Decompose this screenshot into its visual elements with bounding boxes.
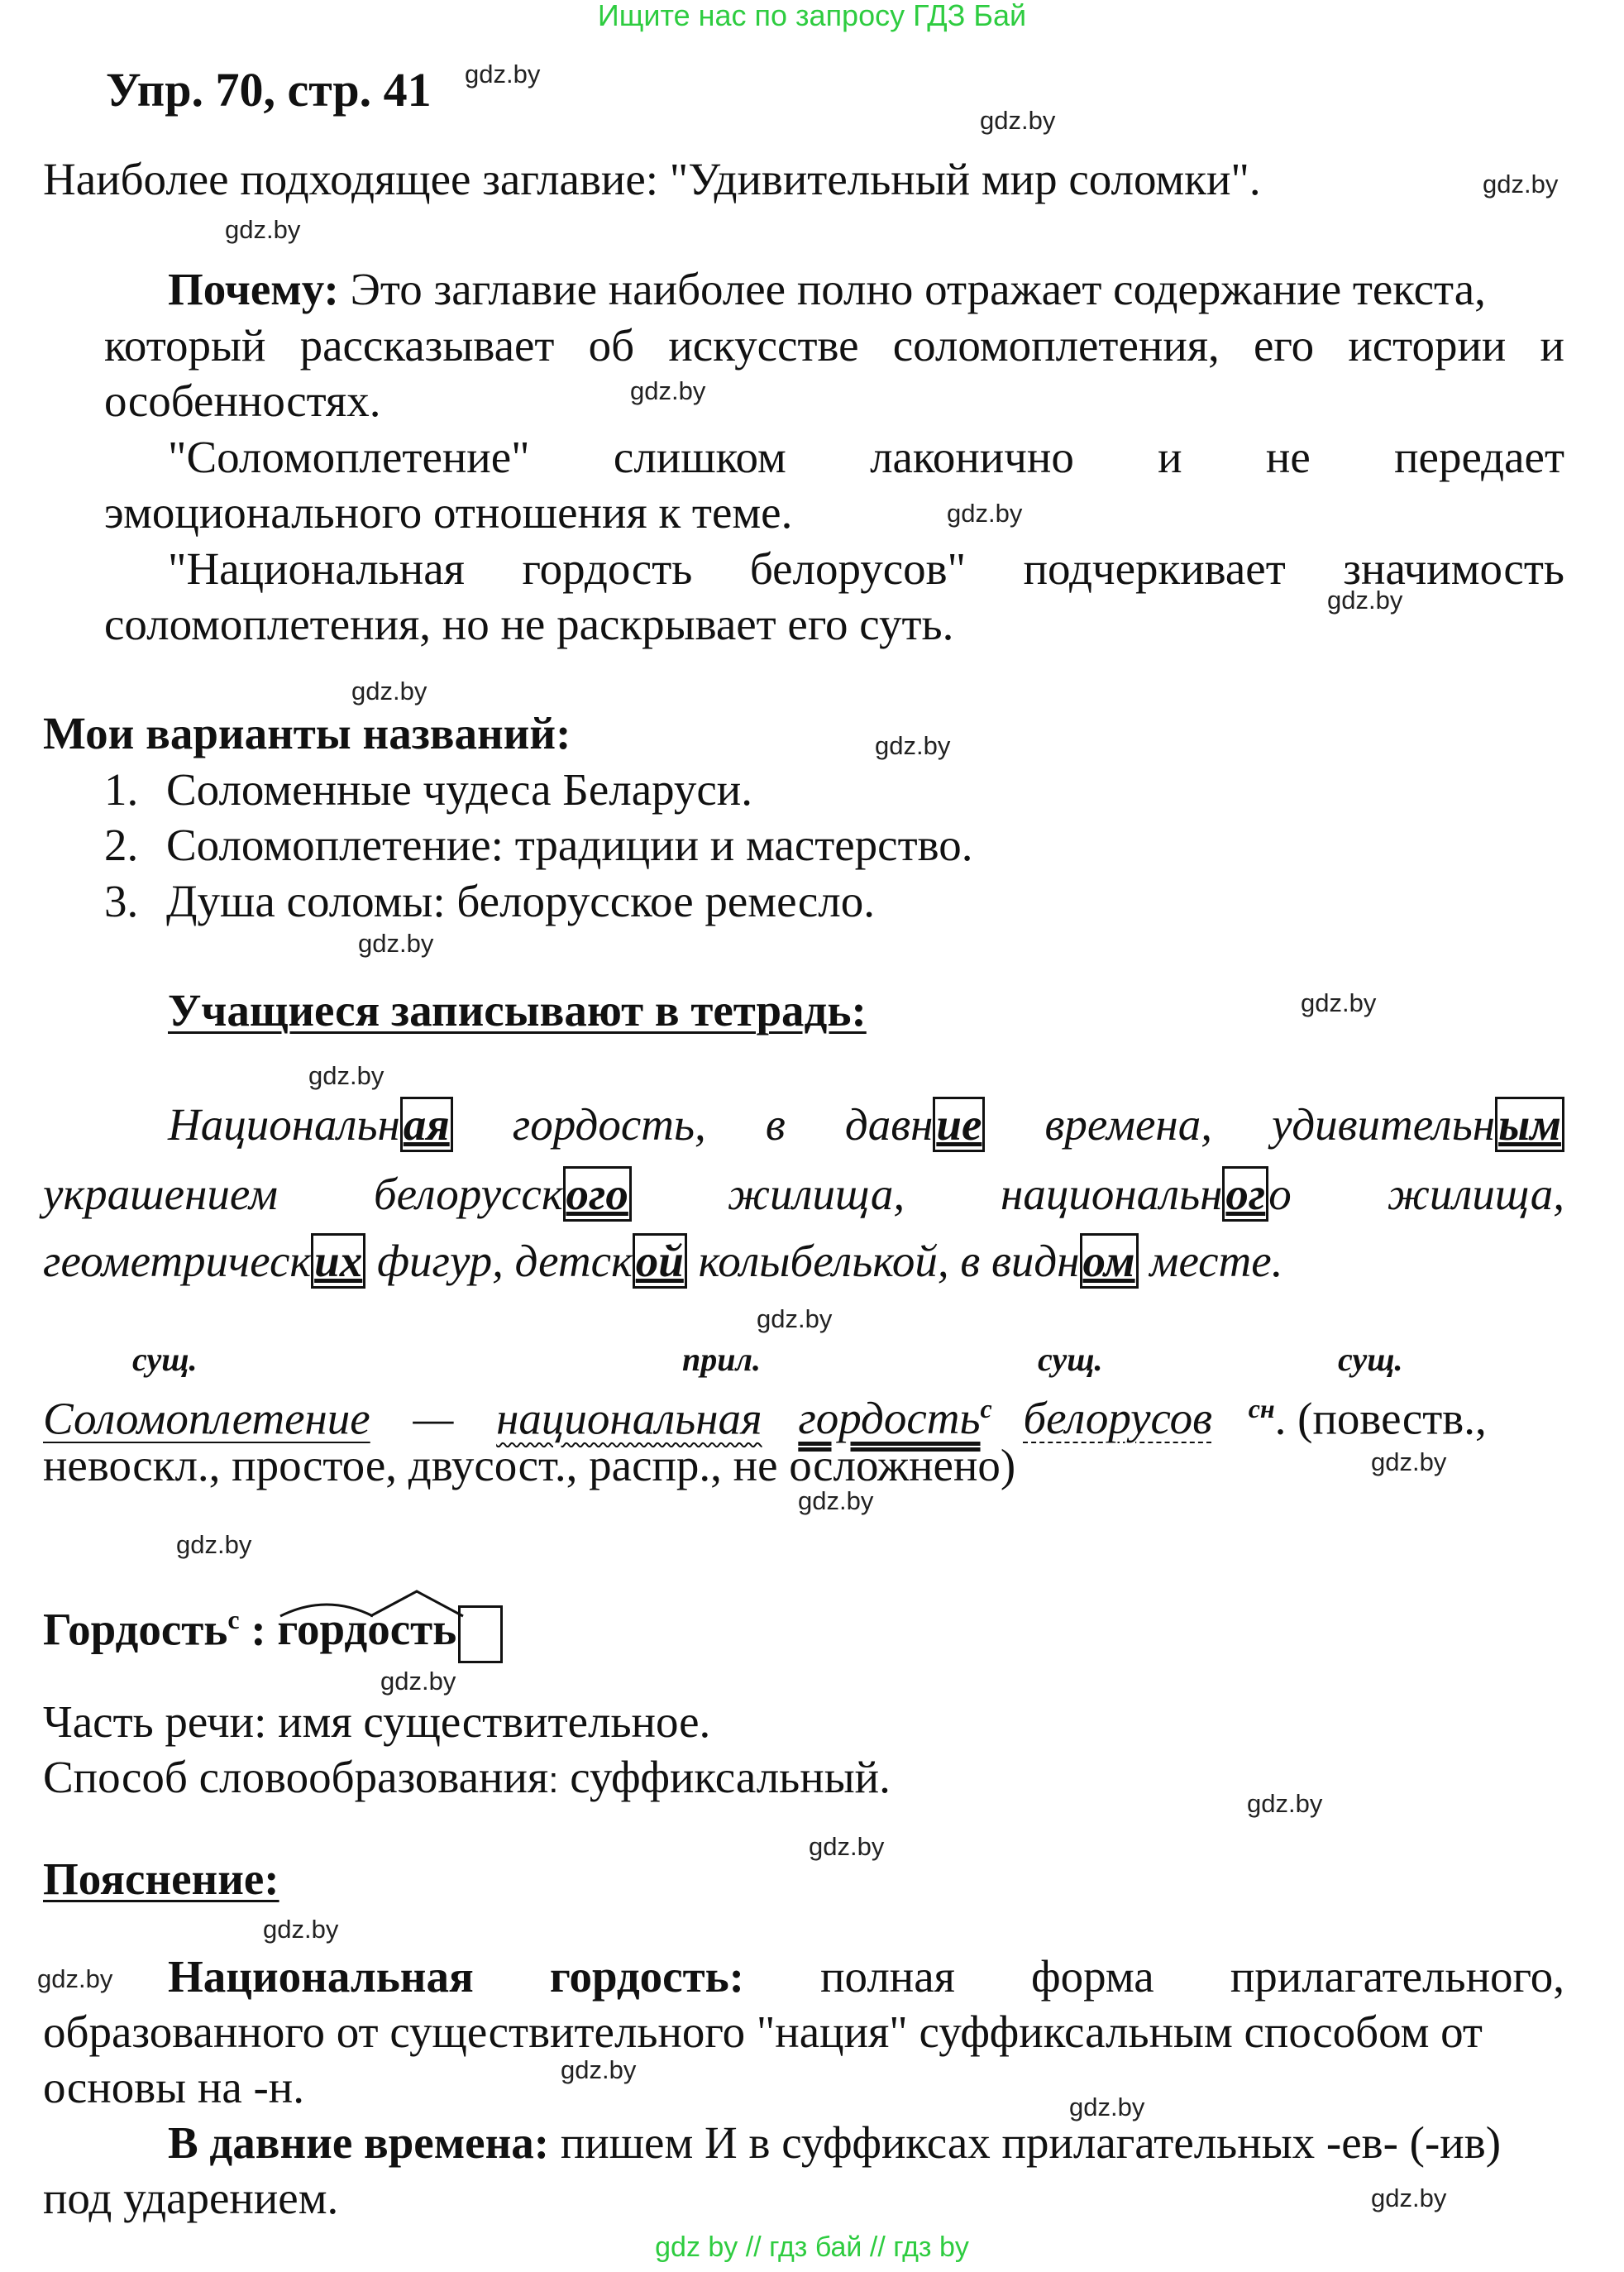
word-stem: жилища,	[727, 1169, 905, 1219]
word: белорусов"	[749, 543, 967, 594]
watermark: gdz.by	[809, 1832, 885, 1861]
parse-line-2: невоскл., простое, двусост., распр., не осложнено)	[43, 1440, 1016, 1490]
italic-word	[515, 1233, 991, 1289]
word: "Соломоплетение"	[168, 432, 530, 482]
word-stem: Национальн	[168, 1099, 400, 1150]
pos-label: сущ.	[132, 1341, 198, 1378]
watermark: gdz.by	[465, 60, 541, 88]
method-label: Способ словообразования	[43, 1752, 549, 1802]
word-stem: национальн	[1001, 1169, 1223, 1219]
subject: Соломоплетение	[43, 1393, 370, 1444]
why-text: Это заглавие наиболее полно отражает содержание текста,	[350, 264, 1486, 314]
watermark: gdz.by	[37, 1964, 113, 1993]
word: соломоплетения,	[892, 320, 1220, 371]
watermark: gdz.by	[1069, 2093, 1145, 2121]
italic-line-2	[43, 1166, 1564, 1222]
watermark: gdz.by	[1371, 2184, 1447, 2212]
watermark: gdz.by	[380, 1667, 456, 1696]
word: передает	[1394, 432, 1564, 482]
dash: —	[413, 1393, 454, 1444]
p1-label-word: гордость:	[549, 1951, 744, 2002]
word: истории	[1348, 320, 1507, 371]
word: лаконично	[870, 432, 1074, 482]
method-line	[43, 1749, 891, 1808]
watermark: gdz.by	[757, 1304, 833, 1333]
p2-label: В давние времена:	[168, 2117, 550, 2168]
italic-word	[1044, 1097, 1211, 1152]
why-line-1	[168, 261, 1486, 317]
watermark: gdz.by	[1327, 586, 1403, 615]
suffix-text: ость	[367, 1604, 457, 1655]
variant-text: Соломенные чудеса Беларуси.	[166, 764, 752, 815]
explanation-p2-line-2: под ударением.	[43, 2173, 339, 2223]
why-line-3: особенностях.	[104, 375, 381, 426]
method-colon: :	[548, 1760, 559, 1801]
why-label: Почему:	[168, 264, 339, 314]
explanation-p1-line-2: образованного от существительного "нация" суффиксальным способом от	[43, 2007, 1483, 2057]
root-text: горд	[277, 1604, 368, 1655]
parse-line-1	[43, 1381, 1564, 1446]
explanation-p1-line-3: основы на -н.	[43, 2062, 304, 2112]
watermark: gdz.by	[263, 1915, 339, 1944]
suffix-caret-icon	[367, 1588, 466, 1618]
variant-num: 2.	[104, 820, 139, 870]
word-tail: фигур,	[365, 1236, 515, 1286]
word-stem: детск	[514, 1236, 633, 1286]
ending-box: ая	[400, 1097, 453, 1152]
watermark: gdz.by	[308, 1061, 385, 1090]
word: полная	[820, 1951, 955, 2002]
watermark: gdz.by	[630, 376, 706, 405]
variant-item-2	[104, 817, 972, 873]
noun-sup: с	[980, 1394, 992, 1423]
object: белорусов	[1023, 1393, 1212, 1444]
variant-item-1	[104, 762, 752, 817]
italic-word	[43, 1166, 278, 1222]
word: форма	[1031, 1951, 1154, 2002]
watermark: gdz.by	[980, 106, 1056, 135]
word: слишком	[613, 432, 786, 482]
italic-word	[374, 1166, 632, 1222]
exercise-title: Упр. 70, стр. 41	[106, 63, 432, 117]
word: не	[1265, 432, 1311, 482]
ending-box: ой	[633, 1233, 687, 1289]
explanation-heading: Пояснение:	[43, 1853, 279, 1904]
italic-word	[991, 1233, 1282, 1289]
word: об	[588, 320, 635, 371]
ending-box: ие	[933, 1097, 985, 1152]
p2-text: пишем И в суффиксах прилагательных -ев- (-ив)	[549, 2117, 1502, 2168]
pos-label: сущ.	[1338, 1341, 1403, 1378]
watermark: gdz.by	[875, 731, 951, 760]
watermark: gdz.by	[1247, 1789, 1323, 1818]
footer-links[interactable]: gdz by // гдз бай // гдз by	[655, 2231, 969, 2263]
best-title-line: Наиболее подходящее заглавие: "Удивительный мир соломки".	[43, 154, 1261, 204]
word: и	[1158, 432, 1182, 482]
variant-text: Душа соломы: белорусское ремесло.	[166, 876, 875, 926]
word-stem: в	[765, 1099, 786, 1150]
word-stem: украшением	[43, 1169, 278, 1219]
analysis-sup: с	[227, 1605, 240, 1634]
noun-predicate: гордость	[798, 1393, 981, 1444]
root-morpheme	[277, 1601, 367, 1657]
object-sup: сн	[1248, 1394, 1275, 1423]
watermark: gdz.by	[1301, 988, 1377, 1017]
word-stem: геометрическ	[43, 1236, 312, 1286]
reason3-line-2: соломоплетения, но не раскрывает его суть.	[104, 599, 954, 649]
word-analysis	[43, 1592, 503, 1663]
italic-word	[168, 1097, 453, 1152]
word: подчеркивает	[1023, 543, 1286, 594]
watermark: gdz.by	[1371, 1447, 1447, 1476]
word: его	[1254, 320, 1315, 371]
variant-num: 3.	[104, 876, 139, 926]
variant-item-3	[104, 873, 875, 929]
italic-word	[1388, 1166, 1564, 1222]
top-banner[interactable]: Ищите нас по запросу ГДЗ Бай	[597, 0, 1027, 32]
why-line-2	[104, 318, 1564, 373]
italic-line-1	[168, 1097, 1564, 1152]
word-tail: колыбелькой, в	[686, 1236, 992, 1286]
ending-box: ым	[1495, 1097, 1564, 1152]
watermark: gdz.by	[351, 677, 427, 706]
ending-box: ог	[1222, 1166, 1268, 1222]
watermark: gdz.by	[176, 1530, 252, 1559]
word: прилагательного,	[1230, 1951, 1564, 2002]
pos-line: Часть речи: имя существительное.	[43, 1696, 711, 1747]
word-stem: времена,	[1044, 1099, 1212, 1150]
word-tail: месте.	[1138, 1236, 1283, 1286]
watermark: gdz.by	[947, 499, 1023, 528]
word: значимость	[1343, 543, 1564, 594]
root-arc-icon	[277, 1598, 376, 1618]
ending-box: их	[311, 1233, 365, 1289]
analysis-colon: :	[251, 1604, 266, 1655]
word: рассказывает	[299, 320, 555, 371]
ending-box: ом	[1080, 1233, 1139, 1289]
pos-label: сущ.	[1038, 1341, 1103, 1378]
italic-word	[845, 1097, 985, 1152]
reason2-line-1	[168, 429, 1564, 485]
italic-word	[513, 1097, 706, 1152]
variant-text: Соломоплетение: традиции и мастерство.	[166, 820, 973, 870]
word-stem: давн	[844, 1099, 934, 1150]
word: "Национальная	[168, 543, 465, 594]
explanation-p2-line-1	[168, 2115, 1501, 2170]
word-stem: видн	[991, 1236, 1080, 1286]
watermark: gdz.by	[225, 215, 301, 244]
pos-label: прил.	[682, 1341, 762, 1378]
italic-word	[766, 1097, 786, 1152]
reason2-line-2: эмоционального отношения к теме.	[104, 487, 793, 538]
word: искусстве	[668, 320, 859, 371]
italic-word	[1001, 1166, 1292, 1222]
word: гордость	[522, 543, 693, 594]
method-value: суффиксальный.	[558, 1752, 891, 1802]
word: который	[104, 320, 266, 371]
word: и	[1540, 320, 1564, 371]
ending-box: ого	[563, 1166, 632, 1222]
word-stem: жилища,	[1387, 1169, 1564, 1219]
word-stem: белорусск	[373, 1169, 563, 1219]
word-stem: удивительн	[1272, 1099, 1496, 1150]
analysis-word: Гордость	[43, 1604, 228, 1655]
italic-line-3	[43, 1233, 1282, 1289]
italic-word	[728, 1166, 905, 1222]
explanation-p1-line-1	[168, 1949, 1564, 2004]
variant-num: 1.	[104, 764, 139, 815]
italic-word	[43, 1233, 515, 1289]
suffix-morpheme	[367, 1601, 456, 1657]
word-stem: гордость,	[512, 1099, 706, 1150]
p1-label-word: Национальная	[168, 1951, 474, 2002]
italic-word	[1272, 1097, 1564, 1152]
parse-tail: . (повеств.,	[1274, 1393, 1487, 1444]
watermark: gdz.by	[798, 1486, 874, 1515]
watermark: gdz.by	[561, 2055, 637, 2084]
watermark: gdz.by	[1483, 170, 1559, 199]
watermark: gdz.by	[358, 929, 434, 958]
word-tail: о	[1268, 1169, 1292, 1219]
variants-heading: Мои варианты названий:	[43, 708, 571, 758]
adjective: национальная	[496, 1393, 762, 1444]
notebook-heading: Учащиеся записывают в тетрадь:	[168, 985, 867, 1036]
